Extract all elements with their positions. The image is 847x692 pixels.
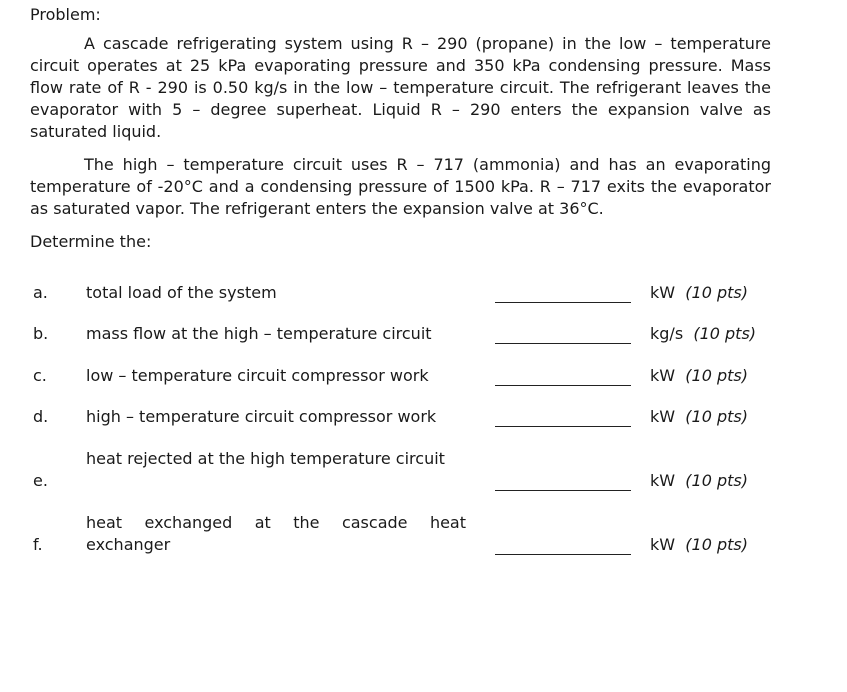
item-letter: b.: [33, 324, 49, 343]
item-unit: [650, 323, 756, 345]
answer-blank[interactable]: [495, 426, 631, 427]
answer-blank[interactable]: [495, 343, 631, 344]
points-label: (10 pts): [685, 283, 748, 302]
item-unit: [650, 282, 748, 304]
points-label: (10 pts): [685, 366, 748, 385]
unit-label: kW: [650, 283, 676, 302]
question-item-f: [0, 512, 847, 562]
determine-heading: Determine the:: [30, 232, 152, 251]
question-item-e: [0, 448, 847, 498]
answer-blank[interactable]: [495, 554, 631, 555]
points-label: (10 pts): [685, 535, 748, 554]
item-letter: c.: [33, 366, 47, 385]
item-letter: e.: [33, 471, 48, 490]
item-unit: [650, 534, 748, 556]
item-unit: [650, 406, 748, 428]
item-letter: a.: [33, 283, 48, 302]
problem-heading: Problem:: [30, 5, 101, 24]
item-description: low – temperature circuit compressor work: [86, 366, 429, 385]
problem-paragraph-low-temp: A cascade refrigerating system using R – 290 (propane) in the low – temperature circuit operates at 25 kPa evaporating pressure and 350 kPa condensing pressure. Mass flow rate of R - 290 is 0.50 kg/s in the low – temperature circuit. The refrigerant leaves the evaporator with 5 – degree superheat. Liquid R – 290 enters the expansion valve as saturated liquid.: [30, 34, 771, 141]
unit-label: kg/s: [650, 324, 684, 343]
item-description: high – temperature circuit compressor work: [86, 407, 437, 426]
problem-paragraph-high-temp: The high – temperature circuit uses R – 717 (ammonia) and has an evaporating temperature of -20°C and a condensing pressure of 1500 kPa. R – 717 exits the evaporator as saturated vapor. The refrigerant enters the expansion valve at 36°C.: [30, 155, 771, 218]
unit-label: kW: [650, 535, 676, 554]
item-letter: f.: [33, 535, 43, 554]
item-description: mass flow at the high – temperature circuit: [86, 324, 432, 343]
item-description: heat rejected at the high temperature circuit: [86, 449, 445, 468]
unit-label: kW: [650, 366, 676, 385]
answer-blank[interactable]: [495, 302, 631, 303]
item-description: heat exchanged at the cascade heat exchanger: [86, 513, 466, 554]
unit-label: kW: [650, 471, 676, 490]
item-description: total load of the system: [86, 283, 277, 302]
unit-label: kW: [650, 407, 676, 426]
points-label: (10 pts): [685, 407, 748, 426]
answer-blank[interactable]: [495, 490, 631, 491]
item-unit: [650, 365, 748, 387]
item-letter: d.: [33, 407, 49, 426]
points-label: (10 pts): [685, 471, 748, 490]
item-unit: [650, 470, 748, 492]
answer-blank[interactable]: [495, 385, 631, 386]
points-label: (10 pts): [693, 324, 757, 343]
